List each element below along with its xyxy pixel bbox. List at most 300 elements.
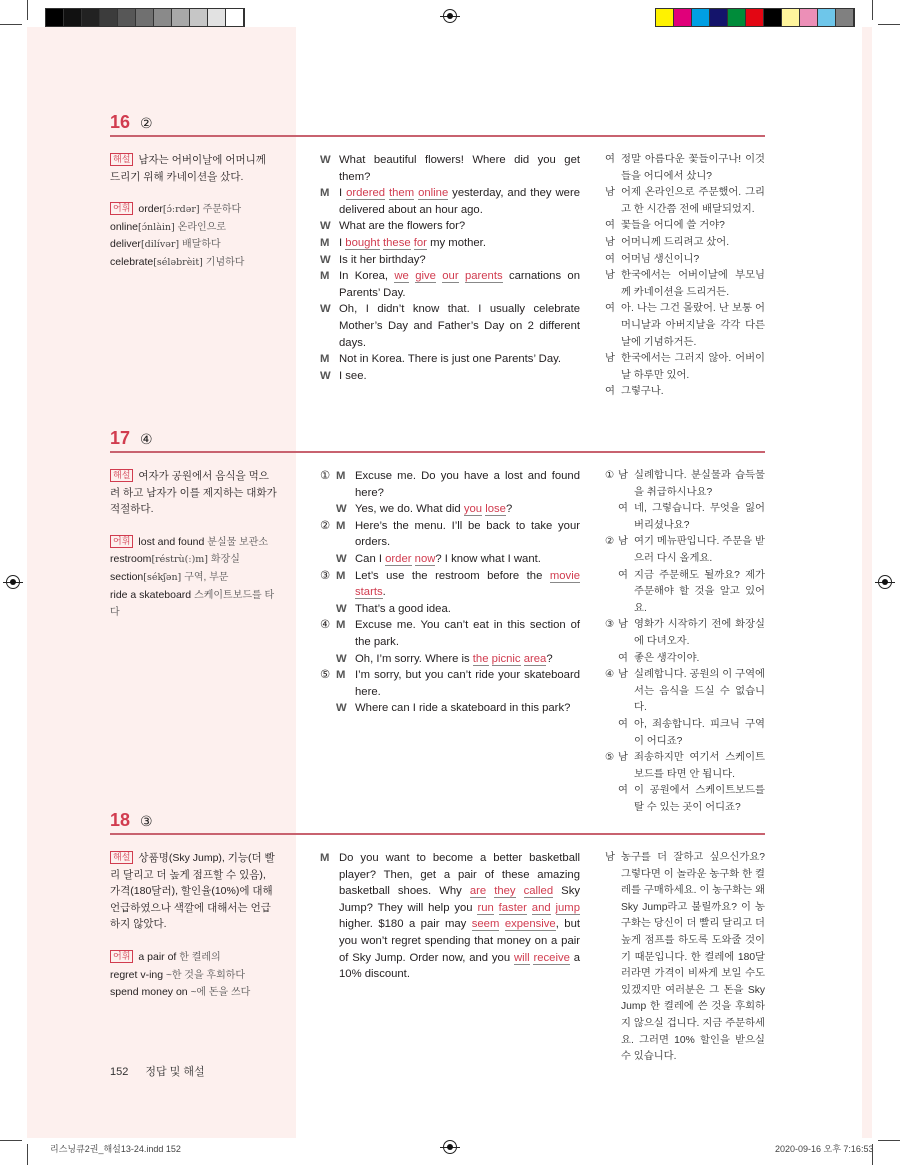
speaker-label: W	[336, 602, 347, 615]
answer-blank-word: expensive	[504, 918, 556, 931]
text-segment: In Korea,	[339, 270, 395, 283]
color-swatch	[100, 9, 118, 26]
line-number: ⑤	[320, 669, 331, 682]
crop-mark	[27, 0, 28, 20]
color-swatch	[692, 9, 710, 26]
translation-text: 아, 죄송합니다. 피크닉 구역이 어디죠?	[634, 718, 765, 747]
speaker-label: 남	[605, 852, 615, 863]
explanation	[110, 850, 278, 933]
crop-mark	[872, 0, 873, 20]
translation-line	[605, 152, 765, 185]
crop-mark	[0, 24, 22, 25]
answer-blank-word: run	[477, 901, 494, 914]
vocab-item	[110, 534, 278, 552]
vocab-word: deliver	[110, 238, 141, 251]
dialogue-text	[355, 601, 580, 618]
color-swatch	[46, 9, 64, 26]
translation-text: 여기 메뉴판입니다. 주문을 받으러 다시 올게요.	[634, 536, 765, 564]
question-number: 17	[110, 428, 131, 448]
section-header	[110, 428, 765, 448]
speaker-label: 여	[605, 303, 615, 315]
vocab-pronunciation: [réstrù(ː)m]	[151, 554, 208, 566]
line-number: ⑤	[605, 752, 615, 764]
explanation-text: 남자는 어버이날에 어머니께 드리기 위해 카네이션을 샀다.	[110, 154, 266, 183]
vocab-pronunciation: [ɔ́nlàin]	[138, 221, 175, 233]
color-swatch	[136, 9, 154, 26]
translation-line	[605, 717, 765, 750]
speaker-label: M	[336, 619, 346, 632]
vocab-item	[110, 587, 278, 622]
answer-blank-word: seem	[471, 918, 500, 931]
translation-text: 농구를 더 잘하고 싶으신가요? 그렇다면 이 놀라운 농구화 한 켤레를 구매하세요. 이 농구화는 왜 Sky Jump라고 불릴까요? 이 농구화는 당신이 더 빨리 달리고 더 높게 점프를 하도록 도와줄 것이기 때문입니다. 한 켤레에 180달러라면 가격이 비싸게 보일 수도 있겠지만 여러분은 그 돈을 Sky Jump 한 켤레에 쓴 것을 후회하지 않으실 겁니다. 지금 주문하세요. 그러면 10% 할인을 받으실 수 있습니다.	[621, 852, 765, 1063]
translation-line	[605, 235, 765, 252]
answer-blank-word: our	[442, 270, 459, 283]
answer-blank-word: give	[415, 270, 436, 283]
question-number: 16	[110, 112, 131, 132]
dialogue-line	[320, 351, 580, 368]
dialogue-text	[355, 667, 580, 700]
color-swatch	[154, 9, 172, 26]
answer-blank-word: called	[523, 885, 554, 898]
dialogue-line	[320, 850, 580, 983]
color-swatch	[728, 9, 746, 26]
translation-text: 죄송하지만 여기서 스케이트보드를 타면 안 됩니다.	[634, 752, 765, 780]
dialogue-text	[339, 850, 580, 983]
color-swatch	[226, 9, 244, 26]
vocab-item	[110, 967, 278, 985]
line-number	[320, 651, 336, 668]
speaker-label: 여	[605, 386, 615, 398]
line-number: ③	[320, 569, 331, 582]
translation-line	[605, 501, 765, 534]
text-segment: I’m sorry, but you can’t ride your skateboard here.	[355, 669, 580, 698]
vocab-meaning: 주문하다	[202, 204, 242, 216]
translation-text: 아. 나는 그건 몰랐어. 난 보통 어머니날과 아버지날을 각각 다른 날에 기념하거든.	[621, 303, 765, 348]
line-number	[320, 700, 336, 717]
translation-line	[605, 850, 765, 1066]
answer-blank-word: are	[469, 885, 487, 898]
dialogue-text	[339, 235, 580, 252]
vocab-item	[110, 201, 278, 219]
dialogue-line	[320, 252, 580, 269]
speaker-label: W	[320, 303, 331, 316]
speaker-label: W	[336, 503, 347, 516]
line-number: ④	[320, 619, 331, 632]
answer-blank-word: area	[523, 652, 547, 665]
translation-text: 네, 그렇습니다. 무엇을 잃어버리셨나요?	[634, 503, 765, 531]
speaker-label: W	[320, 369, 331, 382]
answer-blank-word: they	[494, 885, 516, 898]
question-number: 18	[110, 810, 131, 830]
text-segment: What are the flowers for?	[339, 220, 466, 233]
explanation-text: 여자가 공원에서 음식을 먹으려 하고 남자가 이를 제지하는 대화가 적절하다.	[110, 470, 277, 516]
speaker-label: M	[320, 852, 330, 864]
text-segment: That’s a good idea.	[355, 602, 451, 615]
answer-blank-word: starts	[355, 586, 383, 599]
speaker-label: W	[336, 702, 347, 715]
translation-line	[605, 351, 765, 384]
dialogue-text	[355, 518, 580, 551]
crop-mark	[878, 1140, 900, 1141]
translation-text: 그렇구나.	[621, 386, 664, 398]
speaker-label: W	[320, 220, 331, 233]
text-segment: Yes, we do. What did	[355, 503, 464, 516]
registration-mark-icon	[6, 575, 20, 589]
dialogue-text	[339, 252, 580, 269]
speaker-label: 여	[618, 652, 628, 664]
script-column	[320, 152, 580, 384]
text-segment	[516, 885, 524, 897]
text-segment: Not in Korea. There is just one Parents’ Day.	[339, 353, 562, 366]
dialogue-text	[339, 185, 580, 218]
line-number: ①	[320, 470, 331, 482]
answer-blank-word: order	[385, 552, 412, 565]
text-segment: higher. $180 a pair may	[339, 918, 472, 931]
translation-line	[605, 252, 765, 269]
explanation-tag: 해설	[110, 153, 133, 166]
dialogue-text	[339, 368, 580, 385]
crop-mark	[27, 1144, 28, 1165]
answer-blank-word: picnic	[491, 652, 521, 665]
speaker-label: M	[320, 353, 330, 366]
answer-blank-word: movie	[549, 569, 580, 582]
answer-blank-word: jump	[555, 901, 581, 914]
answer-blank-word: them	[389, 187, 415, 200]
answer-blank-word: you	[463, 503, 483, 516]
text-segment	[486, 885, 494, 897]
answer-blank-word: lose	[485, 503, 506, 516]
vocabulary-list	[110, 534, 278, 622]
answer-blank-word: bought	[345, 236, 380, 249]
dialogue-line	[320, 551, 580, 568]
speaker-label: 남	[605, 236, 615, 248]
translation-column	[605, 468, 765, 816]
answer-blank-word: faster	[498, 901, 527, 914]
color-swatch	[208, 9, 226, 26]
translation-text: 영화가 시작하기 전에 화장실에 다녀오자.	[634, 619, 765, 647]
translation-line	[605, 268, 765, 301]
dialogue-text	[355, 551, 580, 568]
process-color-bar	[655, 8, 855, 27]
slug-date: 2020-09-16 오후 7:16:53	[775, 1144, 874, 1154]
color-swatch	[118, 9, 136, 26]
color-swatch	[656, 9, 674, 26]
line-number	[320, 551, 336, 568]
dialogue-line	[320, 501, 580, 518]
registration-mark-icon	[443, 9, 457, 23]
vocab-word: a pair of	[138, 950, 177, 963]
vocab-item	[110, 949, 278, 967]
dialogue-text	[339, 218, 580, 235]
speaker-label: M	[336, 519, 346, 532]
section-header	[110, 112, 765, 132]
section-header	[110, 810, 765, 830]
translation-text: 좋은 생각이야.	[634, 652, 700, 664]
speaker-label: W	[336, 552, 347, 565]
explanation-column	[110, 152, 278, 272]
vocab-meaning: 구역, 부문	[184, 571, 229, 583]
text-segment: I	[339, 236, 346, 249]
text-segment: Here’s the menu. I’ll be back to take your orders.	[355, 519, 580, 549]
speaker-label: 여	[618, 718, 628, 730]
answer-blank-word: the	[472, 652, 489, 665]
speaker-label: 남	[605, 270, 615, 282]
speaker-label: M	[320, 270, 330, 283]
dialogue-text	[355, 501, 580, 518]
translation-column	[605, 152, 765, 401]
speaker-label: W	[320, 154, 331, 166]
translation-text: 꽃들을 어디에 쓸 거야?	[621, 220, 725, 232]
text-segment: Excuse me. Do you have a lost and found here?	[355, 470, 580, 499]
footer-title: 정답 및 해설	[145, 1066, 205, 1078]
translation-line	[605, 301, 765, 351]
slug-filename: 리스닝큐2권_해설13-24.indd 152	[50, 1144, 181, 1154]
line-number	[605, 501, 618, 534]
speaker-label: 여	[618, 569, 628, 581]
text-segment: Is it her birthday?	[339, 253, 426, 266]
text-segment	[551, 902, 556, 914]
question-section-18	[110, 810, 765, 1063]
section-divider	[110, 833, 765, 835]
translation-text: 어머님 생신이니?	[621, 253, 700, 265]
text-segment: , but you won’t regret spending that money on a pair of Sky Jump. Order now, and you	[339, 918, 580, 964]
text-segment: ?	[546, 652, 553, 665]
vocabulary-tag: 어휘	[110, 535, 133, 548]
vocab-meaning: 스케이트보드를 타다	[110, 589, 275, 619]
answer-blank-word: for	[413, 236, 427, 249]
text-segment: carnations on Parents’ Day.	[339, 270, 580, 299]
speaker-label: M	[320, 236, 330, 249]
text-segment: Do you want to become a better basketball player? Then, get a pair of these amazing basketball shoes. Why	[339, 852, 580, 898]
translation-line	[605, 617, 765, 650]
text-segment: my mother.	[426, 236, 486, 249]
translation-column	[605, 850, 765, 1066]
text-segment: a 10% discount.	[339, 951, 581, 981]
vocab-word: spend money on	[110, 986, 188, 999]
translation-line	[605, 651, 765, 668]
vocab-item	[110, 984, 278, 1002]
line-number: ④	[605, 669, 615, 681]
color-swatch	[674, 9, 692, 26]
text-segment: What beautiful flowers! Where did you get them?	[339, 154, 580, 183]
answer-blank-word: we	[394, 270, 409, 283]
script-column	[320, 468, 580, 717]
color-swatch	[710, 9, 728, 26]
dialogue-line	[320, 468, 580, 501]
translation-text: 실례합니다. 분실물과 습득물을 취급하시나요?	[634, 470, 765, 498]
vocab-meaning: 배달하다	[182, 239, 221, 251]
answer-mark: ④	[140, 431, 153, 447]
vocab-word: regret v-ing	[110, 968, 164, 981]
dialogue-text	[339, 351, 580, 368]
text-segment	[459, 270, 465, 282]
translation-text: 한국에서는 그러지 않아. 어버이날 하루만 있어.	[621, 353, 765, 381]
crop-mark	[878, 24, 900, 25]
dialogue-line	[320, 185, 580, 218]
color-swatch	[64, 9, 82, 26]
speaker-label: 여	[618, 785, 628, 797]
vocab-word: order	[138, 203, 163, 216]
text-segment: ?	[505, 503, 513, 516]
line-number	[605, 568, 618, 618]
dialogue-line	[320, 518, 580, 551]
speaker-label: 남	[618, 470, 628, 481]
color-swatch	[172, 9, 190, 26]
right-margin-strip	[862, 27, 872, 1138]
explanation	[110, 152, 278, 185]
translation-line	[605, 750, 765, 783]
answer-blank-word: online	[418, 187, 449, 200]
dialogue-text	[339, 268, 580, 301]
dialogue-text	[355, 617, 580, 650]
vocab-item	[110, 236, 278, 254]
speaker-label: W	[336, 652, 347, 665]
text-segment: I	[339, 187, 347, 200]
explanation	[110, 468, 278, 518]
dialogue-text	[339, 301, 580, 351]
translation-line	[605, 185, 765, 218]
speaker-label: 여	[605, 220, 615, 232]
dialogue-line	[320, 617, 580, 650]
vocab-pronunciation: [sékʃən]	[143, 571, 182, 583]
vocab-word: ride a skateboard	[110, 588, 192, 601]
color-swatch	[836, 9, 854, 26]
text-segment	[499, 918, 504, 930]
text-segment	[494, 902, 499, 914]
translation-line	[605, 384, 765, 401]
explanation-text: 상품명(Sky Jump), 기능(더 빨리 달리고 더 높게 점프할 수 있음), 가격(180달러), 할인율(10%)에 대해 언급하였으나 색깔에 대해서는 언급하지 않았다.	[110, 852, 275, 931]
text-segment: Let’s use the restroom before the	[355, 569, 550, 582]
answer-blank-word: and	[531, 901, 551, 914]
vocab-meaning: ~한 것을 후회하다	[166, 969, 246, 981]
dialogue-line	[320, 218, 580, 235]
vocab-word: celebrate	[110, 255, 154, 268]
speaker-label: 남	[605, 187, 615, 199]
dialogue-line	[320, 700, 580, 717]
translation-line	[605, 667, 765, 717]
vocab-word: online	[110, 220, 139, 233]
vocab-meaning: 화장실	[210, 554, 240, 566]
vocab-meaning: 한 켤레의	[179, 951, 221, 963]
vocab-meaning: ~에 돈을 쓰다	[190, 987, 251, 999]
line-number	[605, 717, 618, 750]
vocab-pronunciation: [ɔ́ːrdər]	[162, 204, 200, 216]
translation-line	[605, 568, 765, 618]
speaker-label: M	[336, 669, 346, 682]
color-swatch	[800, 9, 818, 26]
speaker-label: M	[320, 187, 330, 200]
text-segment: yesterday, and they were delivered about an hour ago.	[339, 187, 580, 216]
explanation-column	[110, 850, 278, 1002]
answer-mark: ③	[140, 813, 153, 829]
crop-mark	[0, 1140, 22, 1141]
color-swatch	[818, 9, 836, 26]
translation-text: 지금 주문해도 될까요? 제가 주문해야 할 것을 알고 있어요.	[634, 569, 765, 614]
dialogue-line	[320, 235, 580, 252]
translation-text: 한국에서는 어버이날에 부모님께 카네이션을 드리거든.	[621, 270, 765, 298]
dialogue-line	[320, 268, 580, 301]
speaker-label: 남	[618, 752, 628, 764]
registration-mark-icon	[443, 1140, 457, 1154]
text-segment: Where can I ride a skateboard in this park?	[355, 702, 571, 715]
speaker-label: 여	[605, 154, 615, 165]
vocabulary-tag: 어휘	[110, 950, 133, 963]
explanation-column	[110, 468, 278, 622]
dialogue-line	[320, 601, 580, 618]
line-number: ②	[605, 536, 615, 548]
color-swatch	[746, 9, 764, 26]
translation-text: 정말 아름다운 꽃들이구나! 이것들을 어디에서 샀니?	[621, 154, 765, 182]
question-section-17	[110, 428, 765, 813]
dialogue-text	[355, 468, 580, 501]
answer-blank-word: these	[382, 236, 411, 249]
dialogue-line	[320, 568, 580, 601]
speaker-label: 남	[618, 669, 628, 681]
speaker-label: W	[320, 253, 331, 266]
vocab-meaning: 온라인으로	[177, 221, 226, 233]
answer-blank-word: now	[414, 552, 436, 565]
color-swatch	[764, 9, 782, 26]
answer-blank-word: will	[513, 951, 530, 964]
dialogue-line	[320, 152, 580, 185]
vocab-word: restroom	[110, 553, 152, 566]
translation-text: 실례합니다. 공원의 이 구역에서는 음식을 드실 수 없습니다.	[634, 669, 765, 714]
section-divider	[110, 451, 765, 453]
text-segment: .	[382, 586, 386, 599]
text-segment: Can I	[355, 552, 386, 565]
speaker-label: 여	[605, 253, 615, 265]
vocab-meaning: 기념하다	[205, 256, 245, 268]
speaker-label: M	[336, 470, 346, 482]
script-column	[320, 850, 580, 983]
explanation-tag: 해설	[110, 469, 133, 482]
color-swatch	[82, 9, 100, 26]
vocabulary-list	[110, 949, 278, 1002]
color-swatch	[782, 9, 800, 26]
answer-mark: ②	[140, 115, 153, 131]
dialogue-text	[355, 568, 580, 601]
line-number	[320, 601, 336, 618]
dialogue-text	[355, 651, 580, 668]
translation-line	[605, 468, 765, 501]
vocab-word: lost and found	[138, 535, 205, 548]
line-number	[605, 651, 618, 668]
text-segment: Oh, I’m sorry. Where is	[355, 652, 473, 665]
page-footer	[110, 1063, 205, 1079]
dialogue-text	[339, 152, 580, 185]
page-number: 152	[110, 1066, 129, 1078]
vocab-item	[110, 254, 278, 272]
dialogue-line	[320, 301, 580, 351]
speaker-label: 남	[605, 353, 615, 365]
speaker-label: M	[336, 569, 346, 582]
translation-text: 어머니께 드리려고 샀어.	[621, 236, 730, 248]
answer-blank-word: parents	[464, 270, 503, 283]
speaker-label: 남	[618, 619, 628, 631]
dialogue-line	[320, 368, 580, 385]
translation-text: 이 공원에서 스케이트보드를 탈 수 있는 곳이 어디죠?	[634, 785, 765, 813]
text-segment: Oh, I didn’t know that. I usually celebrate Mother’s Day and Father’s Day on 2 different days.	[339, 303, 580, 349]
explanation-tag: 해설	[110, 851, 133, 864]
speaker-label: 여	[618, 503, 628, 515]
text-segment: Sky Jump? They will help you	[339, 885, 580, 914]
answer-blank-word: receive	[533, 951, 570, 964]
dialogue-line	[320, 667, 580, 700]
text-segment: Excuse me. You can’t eat in this section of the park.	[355, 619, 580, 648]
registration-mark-icon	[878, 575, 892, 589]
line-number: ①	[605, 470, 615, 481]
vocab-word: section	[110, 570, 144, 583]
